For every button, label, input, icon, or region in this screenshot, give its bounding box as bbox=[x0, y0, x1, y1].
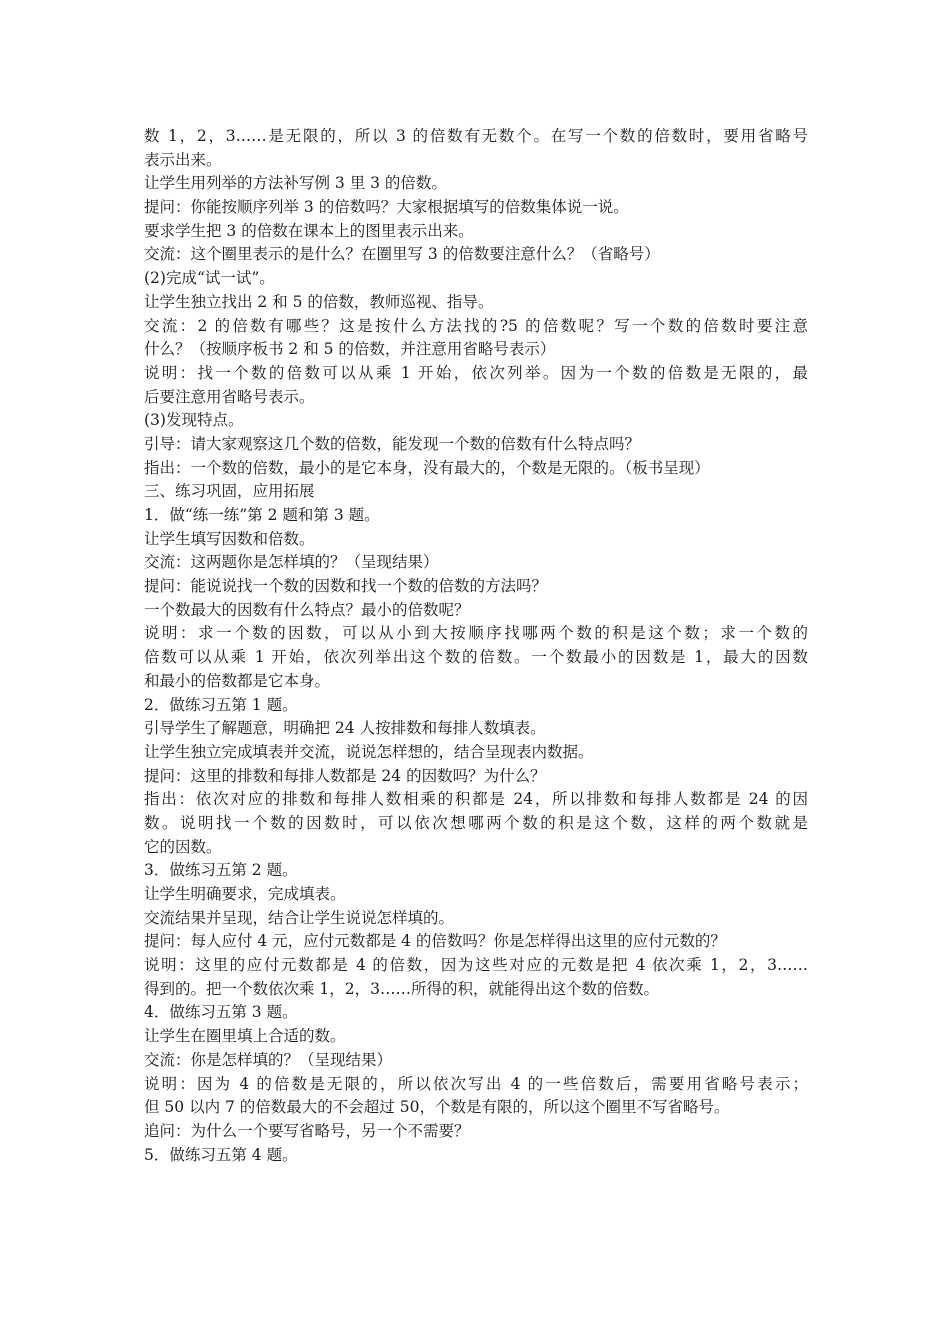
text-line: 1．做“练一练”第 2 题和第 3 题。 bbox=[144, 506, 380, 524]
text-line: 5．做练习五第 4 题。 bbox=[144, 1145, 298, 1164]
text-line: 交流：2 的倍数有哪些？这是按什么方法找的?5 的倍数呢？写一个数的倍数时要注意 bbox=[144, 316, 808, 335]
text-line: 它的因数。 bbox=[144, 837, 222, 856]
text-line: 要求学生把 3 的倍数在课本上的图里表示出来。 bbox=[144, 221, 474, 240]
text-line: (3)发现特点。 bbox=[144, 411, 244, 430]
text-line: 让学生在圈里填上合适的数。 bbox=[144, 1027, 346, 1046]
text-line: 说明：因为 4 的倍数是无限的，所以依次写出 4 的一些倍数后，需要用省略号表示； bbox=[144, 1074, 808, 1093]
text-line: 提问：每人应付 4 元，应付元数都是 4 的倍数吗？你是怎样得出这里的应付元数的？ bbox=[144, 932, 726, 951]
text-line: 交流：这两题你是怎样填的？（呈现结果） bbox=[144, 553, 439, 572]
text-line: 指出：一个数的倍数，最小的是它本身，没有最大的，个数是无限的。（板书呈现） bbox=[144, 458, 710, 477]
text-line: 后要注意用省略号表示。 bbox=[144, 387, 315, 406]
text-line: 4．做练习五第 3 题。 bbox=[144, 1003, 298, 1022]
text-line: 追问：为什么一个要写省略号，另一个不需要？ bbox=[144, 1121, 470, 1140]
text-line: 数 1，2，3……是无限的，所以 3 的倍数有无数个。在写一个数的倍数时，要用省略号 bbox=[144, 127, 808, 145]
text-line: 提问：能说说找一个数的因数和找一个数的倍数的方法吗？ bbox=[144, 577, 548, 596]
text-line: 一个数最大的因数有什么特点？最小的倍数呢？ bbox=[144, 600, 470, 619]
text-line: 引导：请大家观察这几个数的倍数，能发现一个数的倍数有什么特点吗？ bbox=[144, 434, 641, 453]
text-line: 说明：求一个数的因数，可以从小到大按顺序找哪两个数的积是这个数；求一个数的 bbox=[144, 624, 808, 643]
text-line: 2．做练习五第 1 题。 bbox=[144, 695, 298, 714]
text-line: 得到的。把一个数依次乘 1，2，3……所得的积，就能得出这个数的倍数。 bbox=[144, 979, 660, 998]
text-line: (2)完成“试一试”。 bbox=[144, 269, 275, 288]
text-line: 什么？（按顺序板书 2 和 5 的倍数，并注意用省略号表示） bbox=[144, 340, 556, 359]
text-line: 提问：你能按顺序列举 3 的倍数吗？大家根据填写的倍数集体说一说。 bbox=[144, 198, 629, 217]
text-line: 让学生填写因数和倍数。 bbox=[144, 529, 315, 548]
text-line: 提问：这里的排数和每排人数都是 24 的因数吗？为什么？ bbox=[144, 766, 546, 785]
text-line: 表示出来。 bbox=[144, 150, 222, 169]
text-line: 交流结果并呈现，结合让学生说说怎样填的。 bbox=[144, 908, 455, 927]
text-line: 让学生独立完成填表并交流，说说怎样想的，结合呈现表内数据。 bbox=[144, 742, 594, 761]
text-line: 但 50 以内 7 的倍数最大的不会超过 50，个数是有限的，所以这个圈里不写省略号。 bbox=[144, 1098, 730, 1117]
text-line: 指出：依次对应的排数和每排人数相乘的积都是 24，所以排数和每排人数都是 24 的因 bbox=[144, 790, 808, 809]
document-body bbox=[144, 125, 808, 1167]
text-line: 交流：这个圈里表示的是什么？在圈里写 3 的倍数要注意什么？（省略号） bbox=[144, 245, 660, 264]
text-line: 说明：找一个数的倍数可以从乘 1 开始，依次列举。因为一个数的倍数是无限的，最 bbox=[144, 363, 808, 382]
text-line: 和最小的倍数都是它本身。 bbox=[144, 671, 331, 690]
text-line: 引导学生了解题意，明确把 24 人按排数和每排人数填表。 bbox=[144, 719, 546, 738]
text-line: 三、练习巩固，应用拓展 bbox=[144, 482, 315, 501]
text-line: 让学生用列举的方法补写例 3 里 3 的倍数。 bbox=[144, 174, 447, 193]
text-line: 倍数可以从乘 1 开始，依次列举出这个数的倍数。一个数最小的因数是 1，最大的因数 bbox=[144, 648, 808, 667]
text-line: 3．做练习五第 2 题。 bbox=[144, 861, 298, 880]
text-line: 让学生独立找出 2 和 5 的倍数，教师巡视、指导。 bbox=[144, 292, 494, 311]
text-line: 数。说明找一个数的因数时，可以依次想哪两个数的积是这个数，这样的两个数就是 bbox=[144, 813, 808, 832]
text-line: 交流：你是怎样填的？（呈现结果） bbox=[144, 1050, 393, 1069]
text-line: 说明：这里的应付元数都是 4 的倍数，因为这些对应的元数是把 4 依次乘 1，2，3…… bbox=[144, 956, 808, 975]
text-line: 让学生明确要求，完成填表。 bbox=[144, 885, 346, 903]
